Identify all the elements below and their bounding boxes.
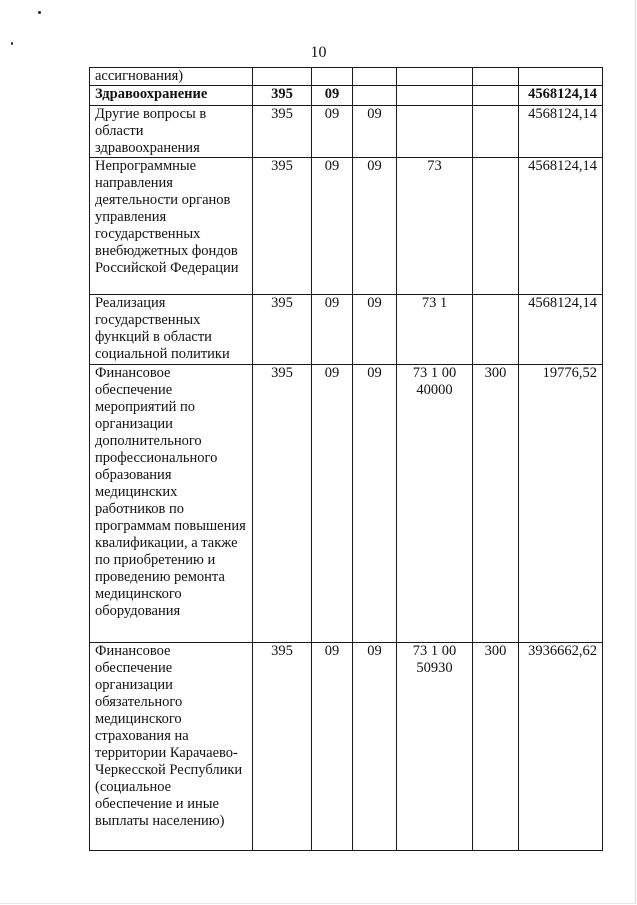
cell-name: Другие вопросы в области здравоохранения (90, 106, 253, 158)
cell-name: Здравоохранение (90, 86, 253, 106)
table-row (90, 106, 603, 158)
cell-sum: 3936662,62 (519, 643, 603, 851)
cell-csr (397, 86, 473, 106)
cell-grbs: 395 (253, 158, 312, 295)
page-number: 10 (310, 44, 327, 61)
cell-name: ассигнования) (90, 68, 253, 86)
cell-vr (473, 106, 519, 158)
cell-sum: 19776,52 (519, 365, 603, 643)
cell-vr: 300 (473, 365, 519, 643)
budget-table-body (90, 68, 603, 851)
cell-sum: 4568124,14 (519, 86, 603, 106)
cell-csr (397, 68, 473, 86)
cell-pr: 09 (353, 365, 397, 643)
cell-rz: 09 (312, 295, 353, 365)
cell-pr: 09 (353, 158, 397, 295)
cell-vr (473, 86, 519, 106)
cell-grbs (253, 68, 312, 86)
cell-name: Непрограммные направления деятельности органов управления государственных внебюджетных фондов Российской Федерации (90, 158, 253, 295)
cell-vr (473, 158, 519, 295)
budget-table (89, 67, 603, 851)
cell-grbs: 395 (253, 643, 312, 851)
cell-grbs: 395 (253, 106, 312, 158)
table-row (90, 158, 603, 295)
cell-rz: 09 (312, 86, 353, 106)
table-row (90, 68, 603, 86)
cell-rz: 09 (312, 106, 353, 158)
cell-rz: 09 (312, 158, 353, 295)
cell-pr (353, 86, 397, 106)
table-row (90, 86, 603, 106)
cell-sum: 4568124,14 (519, 295, 603, 365)
cell-name: Финансовое обеспечение мероприятий по организации дополнительного профессионального образования медицинских работников по программам повышения квалификации, а также по приобретению и проведению ремонта медицинского оборудования (90, 365, 253, 643)
cell-vr (473, 68, 519, 86)
table-row (90, 295, 603, 365)
cell-rz (312, 68, 353, 86)
cell-pr: 09 (353, 295, 397, 365)
table-row (90, 365, 603, 643)
cell-sum: 4568124,14 (519, 106, 603, 158)
scan-speck (38, 11, 41, 14)
cell-grbs: 395 (253, 365, 312, 643)
cell-grbs: 395 (253, 86, 312, 106)
cell-rz: 09 (312, 643, 353, 851)
cell-csr: 73 1 00 40000 (397, 365, 473, 643)
cell-csr: 73 1 00 50930 (397, 643, 473, 851)
cell-pr: 09 (353, 643, 397, 851)
cell-sum (519, 68, 603, 86)
cell-pr (353, 68, 397, 86)
cell-csr (397, 106, 473, 158)
cell-csr: 73 (397, 158, 473, 295)
cell-vr (473, 295, 519, 365)
cell-vr: 300 (473, 643, 519, 851)
cell-sum: 4568124,14 (519, 158, 603, 295)
cell-rz: 09 (312, 365, 353, 643)
cell-name: Реализация государственных функций в области социальной политики (90, 295, 253, 365)
cell-csr: 73 1 (397, 295, 473, 365)
table-row (90, 643, 603, 851)
cell-name: Финансовое обеспечение организации обязательного медицинского страхования на территории Карачаево-Черкесской Республики (социальное обеспечение и иные выплаты населению) (90, 643, 253, 851)
cell-grbs: 395 (253, 295, 312, 365)
cell-pr: 09 (353, 106, 397, 158)
